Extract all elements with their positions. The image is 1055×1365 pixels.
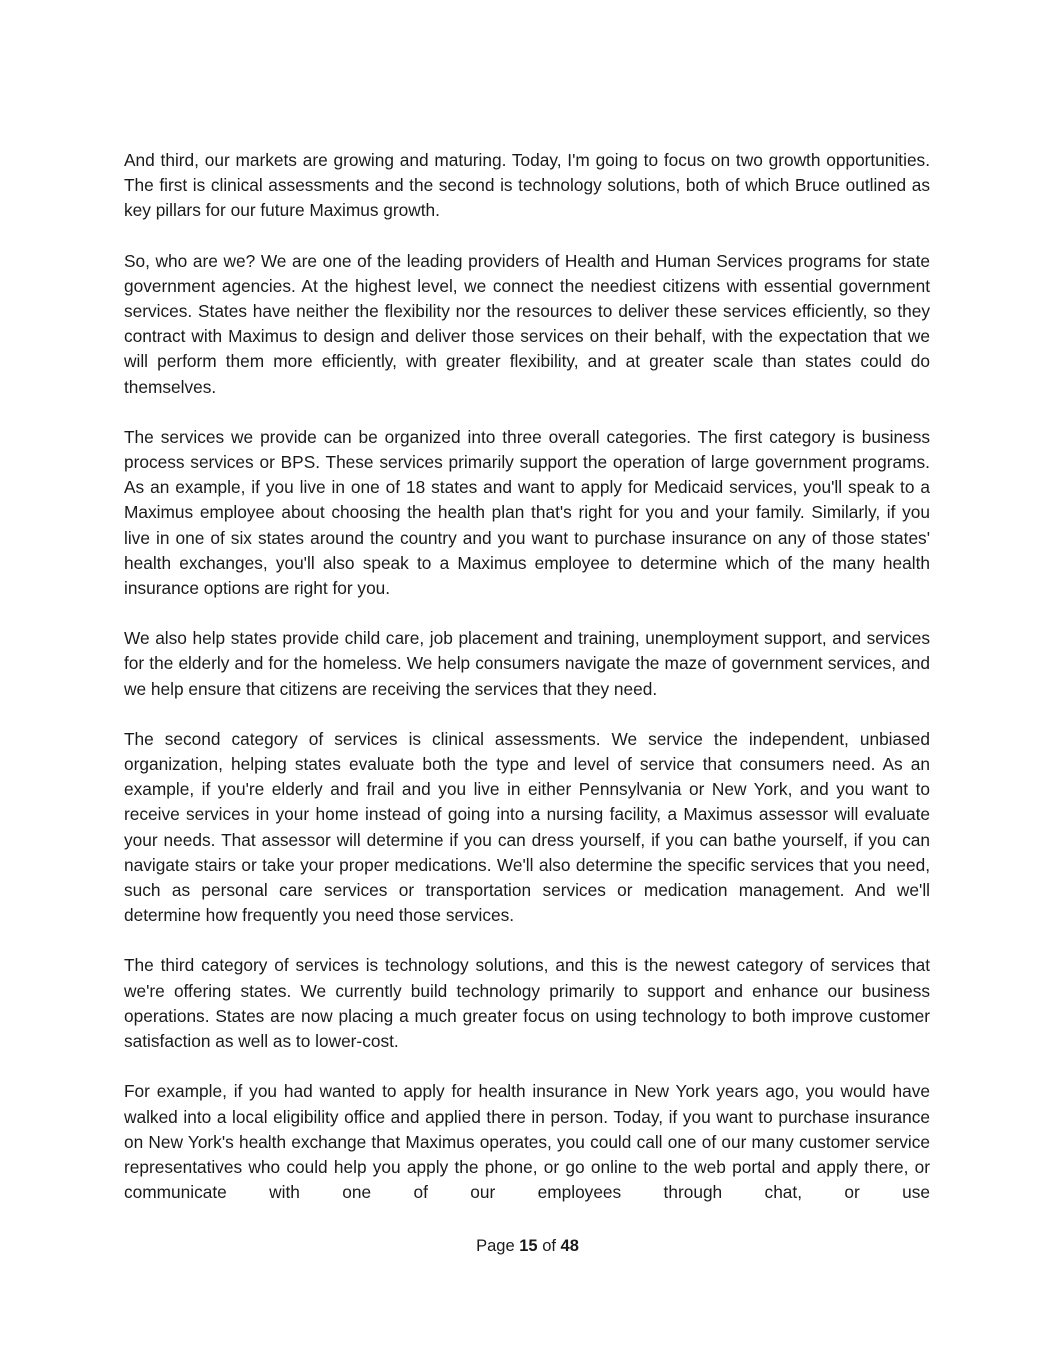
paragraph: We also help states provide child care, job placement and training, unemployment support, and services for the elderly and for the homeless. We help consumers navigate the maze of government services, and we help ensure that citizens are receiving the services that they need. — [124, 628, 930, 699]
paragraph: The services we provide can be organized into three overall categories. The first category is business process services or BPS. These services primarily support the operation of large government programs. As an example, if you live in one of 18 states and want to apply for Medicaid services, you'll speak to a Maximus employee about choosing the health plan that's right for you and your family. Similarly, if you live in one of six states around the country and you want to purchase insurance on any of those states' health exchanges, you'll also speak to a Maximus employee to determine which of the many health insurance options are right for you. — [124, 426, 930, 599]
page-of-label: of — [542, 1237, 556, 1255]
page-body — [124, 148, 930, 1230]
paragraph: So, who are we? We are one of the leading providers of Health and Human Services programs for state government agencies. At the highest level, we connect the neediest citizens with essential government services. States have neither the flexibility nor the resources to deliver these services efficiently, so they contract with Maximus to design and deliver those services on their behalf, with the expectation that we will perform them more efficiently, with greater flexibility, and at greater scale than states could do themselves. — [124, 250, 930, 397]
paragraph: The third category of services is technology solutions, and this is the newest category of services that we're offering states. We currently build technology primarily to support and enhance our business operations. States are now placing a much greater focus on using technology to both improve customer satisfaction as well as to lower-cost. — [124, 955, 930, 1052]
paragraph: The second category of services is clinical assessments. We service the independent, unbiased organization, helping states evaluate both the type and level of service that consumers need. As an example, if you're elderly and frail and you live in either Pennsylvania or New York, and you want to receive services in your home instead of going into a nursing facility, a Maximus assessor will evaluate your needs. That assessor will determine if you can dress yourself, if you can bathe yourself, if you can navigate stairs or take your proper medications. We'll also determine the specific services that you need, such as personal care services or transportation services or medication management. And we'll determine how frequently you need those services. — [124, 728, 930, 926]
current-page-number: 15 — [519, 1237, 538, 1255]
page-number-footer — [0, 1235, 1055, 1257]
page-label: Page — [476, 1237, 515, 1255]
paragraph: And third, our markets are growing and maturing. Today, I'm going to focus on two growth opportunities. The first is clinical assessments and the second is technology solutions, both of which Bruce outlined as key pillars for our future Maximus growth. — [124, 150, 930, 221]
paragraph: For example, if you had wanted to apply for health insurance in New York years ago, you would have walked into a local eligibility office and applied there in person. Today, if you want to purchase insurance on New York's health exchange that Maximus operates, you could call one of our many customer service representatives who could help you apply the phone, or go online to the web portal and apply there, or communicate with one of our employees through chat, or use — [124, 1081, 930, 1203]
total-page-count: 48 — [560, 1237, 579, 1255]
